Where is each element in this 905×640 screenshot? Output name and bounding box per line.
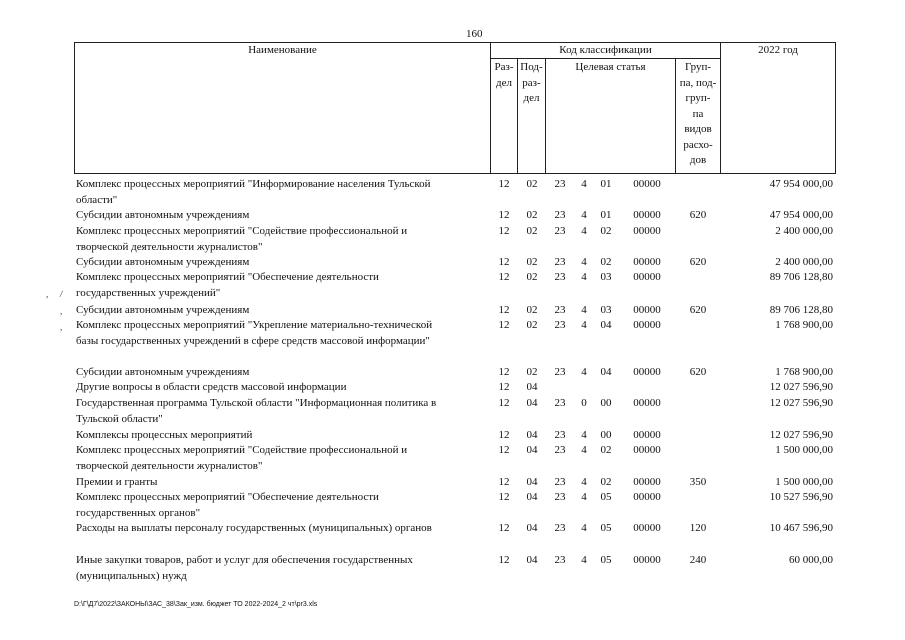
row-t4: 00000 bbox=[633, 476, 661, 488]
row-t3: 02 bbox=[600, 256, 612, 268]
row-amount: 10 527 596,90 bbox=[769, 491, 833, 503]
row-t4: 00000 bbox=[633, 429, 661, 441]
row-t3: 02 bbox=[600, 225, 612, 237]
row-podrazdel: 02 bbox=[526, 271, 538, 283]
file-path-footer: D:\Г\Д7\2022\ЗАКОНЫ\ЗАС_38\Зак_изм. бюджет ТО 2022-2024_2 чт\pr3.xls bbox=[74, 601, 318, 608]
row-name: Государственная программа Тульской области "Информационная политика в Тульской области" bbox=[76, 397, 437, 425]
row-t4: 00000 bbox=[633, 209, 661, 221]
row-t3: 05 bbox=[600, 522, 612, 534]
row-t4: 00000 bbox=[633, 319, 661, 331]
header-classification: Код классификации bbox=[559, 44, 652, 56]
row-t4: 00000 bbox=[633, 271, 661, 283]
row-razdel: 12 bbox=[498, 444, 510, 456]
row-name: Премии и гранты bbox=[76, 476, 158, 488]
row-t1: 23 bbox=[554, 178, 566, 190]
margin-mark: / bbox=[60, 289, 63, 299]
row-t1: 23 bbox=[554, 271, 566, 283]
header-podrazdel: Под- раз- дел bbox=[520, 61, 543, 104]
row-group: 620 bbox=[689, 256, 707, 268]
row-t2: 4 bbox=[581, 209, 587, 221]
row-amount: 89 706 128,80 bbox=[769, 271, 833, 283]
row-t1: 23 bbox=[554, 429, 566, 441]
row-t4: 00000 bbox=[633, 444, 661, 456]
row-t3: 01 bbox=[600, 209, 612, 221]
margin-mark: , bbox=[46, 289, 49, 299]
row-amount: 47 954 000,00 bbox=[769, 178, 833, 190]
row-razdel: 12 bbox=[498, 225, 510, 237]
row-group: 350 bbox=[689, 476, 707, 488]
row-t4: 00000 bbox=[633, 178, 661, 190]
row-t1: 23 bbox=[554, 256, 566, 268]
row-t4: 00000 bbox=[633, 397, 661, 409]
row-group: 120 bbox=[689, 522, 707, 534]
page-number: 160 bbox=[466, 28, 483, 40]
margin-mark: , bbox=[60, 322, 63, 332]
row-amount: 1 768 900,00 bbox=[775, 319, 833, 331]
row-t2: 4 bbox=[581, 444, 587, 456]
row-t4: 00000 bbox=[633, 225, 661, 237]
row-t3: 00 bbox=[600, 397, 612, 409]
row-t2: 4 bbox=[581, 429, 587, 441]
row-name: Расходы на выплаты персоналу государственных (муниципальных) органов bbox=[76, 522, 432, 534]
row-t2: 4 bbox=[581, 491, 587, 503]
row-t2: 4 bbox=[581, 225, 587, 237]
row-name: Субсидии автономным учреждениям bbox=[76, 366, 250, 378]
row-razdel: 12 bbox=[498, 304, 510, 316]
row-name: Субсидии автономным учреждениям bbox=[76, 304, 250, 316]
row-podrazdel: 04 bbox=[526, 491, 538, 503]
row-t3: 01 bbox=[600, 178, 612, 190]
row-podrazdel: 04 bbox=[526, 397, 538, 409]
margin-mark: , bbox=[60, 306, 63, 316]
row-razdel: 12 bbox=[498, 397, 510, 409]
row-amount: 89 706 128,80 bbox=[769, 304, 833, 316]
row-t3: 03 bbox=[600, 304, 612, 316]
row-razdel: 12 bbox=[498, 178, 510, 190]
row-t3: 05 bbox=[600, 491, 612, 503]
row-name: Комплекс процессных мероприятий "Укрепление материально-технической базы государственных учреждений в сфере средств массовой информации" bbox=[76, 319, 433, 347]
row-t3: 02 bbox=[600, 444, 612, 456]
row-podrazdel: 04 bbox=[526, 476, 538, 488]
row-t3: 04 bbox=[600, 366, 612, 378]
row-name: Комплекс процессных мероприятий "Информирование населения Тульской области" bbox=[76, 178, 431, 206]
row-name: Субсидии автономным учреждениям bbox=[76, 256, 250, 268]
row-t4: 00000 bbox=[633, 304, 661, 316]
row-amount: 2 400 000,00 bbox=[775, 225, 833, 237]
row-t1: 23 bbox=[554, 476, 566, 488]
row-group: 620 bbox=[689, 366, 707, 378]
row-t1: 23 bbox=[554, 554, 566, 566]
row-podrazdel: 02 bbox=[526, 256, 538, 268]
row-name: Другие вопросы в области средств массовой информации bbox=[76, 381, 347, 393]
row-name: Комплекс процессных мероприятий "Обеспечение деятельности государственных учреждений" bbox=[76, 271, 379, 299]
row-t2: 4 bbox=[581, 554, 587, 566]
row-t3: 04 bbox=[600, 319, 612, 331]
row-t1: 23 bbox=[554, 209, 566, 221]
row-amount: 1 500 000,00 bbox=[775, 476, 833, 488]
row-t1: 23 bbox=[554, 304, 566, 316]
row-razdel: 12 bbox=[498, 209, 510, 221]
header-razdel: Раз- дел bbox=[494, 61, 514, 89]
row-t3: 05 bbox=[600, 554, 612, 566]
row-name: Комплексы процессных мероприятий bbox=[76, 429, 253, 441]
row-t3: 00 bbox=[600, 429, 612, 441]
header-year: 2022 год bbox=[758, 44, 798, 56]
row-t1: 23 bbox=[554, 319, 566, 331]
row-t3: 03 bbox=[600, 271, 612, 283]
row-t2: 4 bbox=[581, 522, 587, 534]
row-amount: 12 027 596,90 bbox=[769, 381, 833, 393]
row-razdel: 12 bbox=[498, 476, 510, 488]
row-t3: 02 bbox=[600, 476, 612, 488]
row-amount: 2 400 000,00 bbox=[775, 256, 833, 268]
header-group: Груп- па, под- груп- па видов расхо- дов bbox=[679, 61, 717, 166]
row-t1: 23 bbox=[554, 225, 566, 237]
row-podrazdel: 02 bbox=[526, 178, 538, 190]
row-razdel: 12 bbox=[498, 522, 510, 534]
row-amount: 12 027 596,90 bbox=[769, 397, 833, 409]
row-amount: 12 027 596,90 bbox=[769, 429, 833, 441]
row-t4: 00000 bbox=[633, 491, 661, 503]
row-podrazdel: 04 bbox=[526, 381, 538, 393]
row-name: Субсидии автономным учреждениям bbox=[76, 209, 250, 221]
row-amount: 47 954 000,00 bbox=[769, 209, 833, 221]
row-podrazdel: 04 bbox=[526, 444, 538, 456]
row-t2: 0 bbox=[581, 397, 587, 409]
row-amount: 1 500 000,00 bbox=[775, 444, 833, 456]
row-razdel: 12 bbox=[498, 319, 510, 331]
row-t2: 4 bbox=[581, 476, 587, 488]
row-t4: 00000 bbox=[633, 366, 661, 378]
row-t4: 00000 bbox=[633, 256, 661, 268]
row-razdel: 12 bbox=[498, 429, 510, 441]
row-podrazdel: 02 bbox=[526, 304, 538, 316]
row-razdel: 12 bbox=[498, 271, 510, 283]
header-year-cell bbox=[720, 42, 836, 174]
header-name: Наименование bbox=[248, 44, 317, 56]
row-t1: 23 bbox=[554, 397, 566, 409]
row-podrazdel: 02 bbox=[526, 366, 538, 378]
row-t1: 23 bbox=[554, 444, 566, 456]
header-target: Целевая статья bbox=[575, 61, 646, 73]
row-podrazdel: 04 bbox=[526, 522, 538, 534]
row-group: 620 bbox=[689, 304, 707, 316]
row-name: Комплекс процессных мероприятий "Содействие профессиональной и творческой деятельности журналистов" bbox=[76, 225, 408, 253]
row-name: Иные закупки товаров, работ и услуг для обеспечения государственных (муниципальных) нужд bbox=[76, 554, 413, 582]
row-t4: 00000 bbox=[633, 522, 661, 534]
row-t2: 4 bbox=[581, 178, 587, 190]
row-amount: 10 467 596,90 bbox=[769, 522, 833, 534]
row-group: 620 bbox=[689, 209, 707, 221]
row-t2: 4 bbox=[581, 271, 587, 283]
row-razdel: 12 bbox=[498, 491, 510, 503]
row-t2: 4 bbox=[581, 319, 587, 331]
row-razdel: 12 bbox=[498, 381, 510, 393]
row-t1: 23 bbox=[554, 491, 566, 503]
row-podrazdel: 02 bbox=[526, 319, 538, 331]
row-podrazdel: 02 bbox=[526, 209, 538, 221]
row-podrazdel: 04 bbox=[526, 554, 538, 566]
row-razdel: 12 bbox=[498, 256, 510, 268]
row-name: Комплекс процессных мероприятий "Обеспечение деятельности государственных органов" bbox=[76, 491, 379, 519]
row-razdel: 12 bbox=[498, 554, 510, 566]
row-amount: 1 768 900,00 bbox=[775, 366, 833, 378]
row-t4: 00000 bbox=[633, 554, 661, 566]
header-name-cell bbox=[74, 42, 491, 174]
row-t2: 4 bbox=[581, 366, 587, 378]
row-amount: 60 000,00 bbox=[789, 554, 833, 566]
row-t1: 23 bbox=[554, 522, 566, 534]
row-podrazdel: 04 bbox=[526, 429, 538, 441]
row-group: 240 bbox=[689, 554, 707, 566]
row-podrazdel: 02 bbox=[526, 225, 538, 237]
row-name: Комплекс процессных мероприятий "Содействие профессиональной и творческой деятельности журналистов" bbox=[76, 444, 408, 472]
row-t2: 4 bbox=[581, 256, 587, 268]
row-t1: 23 bbox=[554, 366, 566, 378]
row-t2: 4 bbox=[581, 304, 587, 316]
row-razdel: 12 bbox=[498, 366, 510, 378]
